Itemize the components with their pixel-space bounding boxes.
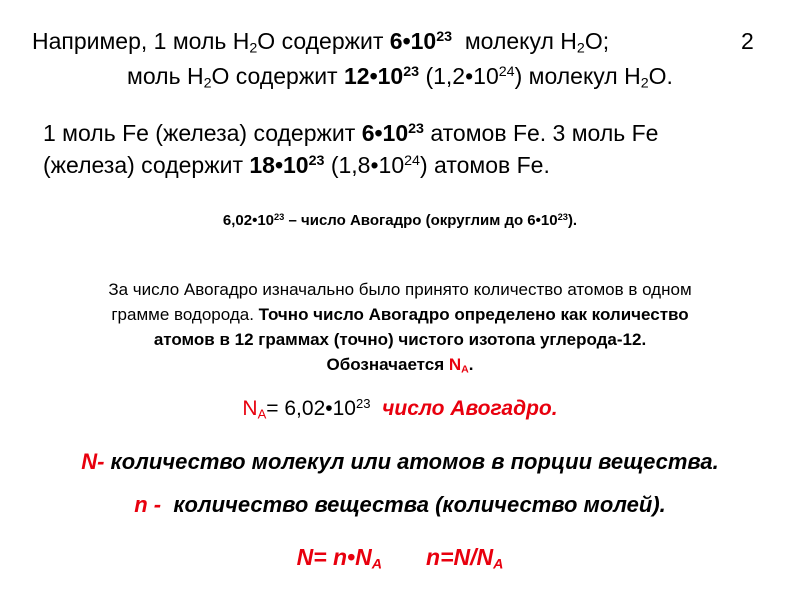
avogadro-definition: $6,02•10^{23}$ – число Авогадро (округлим до $6•10^{23}$). — [222, 211, 578, 229]
history-line-1: За число Авогадро изначально было принято количество атомов в одном — [108, 280, 692, 299]
amount-of-substance-definition: n - количество вещества (количество молей). — [134, 492, 666, 517]
history-line-3: атомов в 12 граммах (точно) чистого изотопа углерода-12. — [153, 330, 647, 349]
formula-amount: $n=N/N_A$ — [426, 544, 504, 573]
formula-count: $N= n•N_A$ — [296, 544, 383, 573]
iron-example-paragraph — [43, 117, 658, 181]
iron-example-line-2: (железа) содержит $18•10^{23}$ $(1,8•10^{24})$ атомов Fe. — [43, 152, 550, 178]
formulas-line — [0, 544, 800, 571]
avogadro-constant-line: $N_A=$ $6,02•10^{23}$ число Авогадро. — [242, 395, 558, 422]
avogadro-history-paragraph — [0, 277, 800, 377]
water-example-paragraph — [0, 24, 800, 94]
iron-example-line-1: 1 моль Fe (железа) содержит $6•10^{23}$ атомов Fe. 3 моль Fe — [43, 120, 659, 146]
water-example-line-1: Например, 1 моль $Н_2О$ содержит $6•10^{23}$ молекул $Н_2О$; 2 — [32, 28, 754, 57]
history-line-4: Обозначается $N_A$. — [326, 355, 474, 376]
n-definition: N- количество молекул или атомов в порции вещества. — [81, 449, 719, 474]
water-example-line-2: моль $Н_2О$ содержит $12•10^{23}$ $(1,2•10^{24})$ молекул $Н_2О$. — [127, 63, 673, 92]
history-line-2: грамме водорода. Точно число Авогадро определено как количество — [111, 305, 689, 324]
